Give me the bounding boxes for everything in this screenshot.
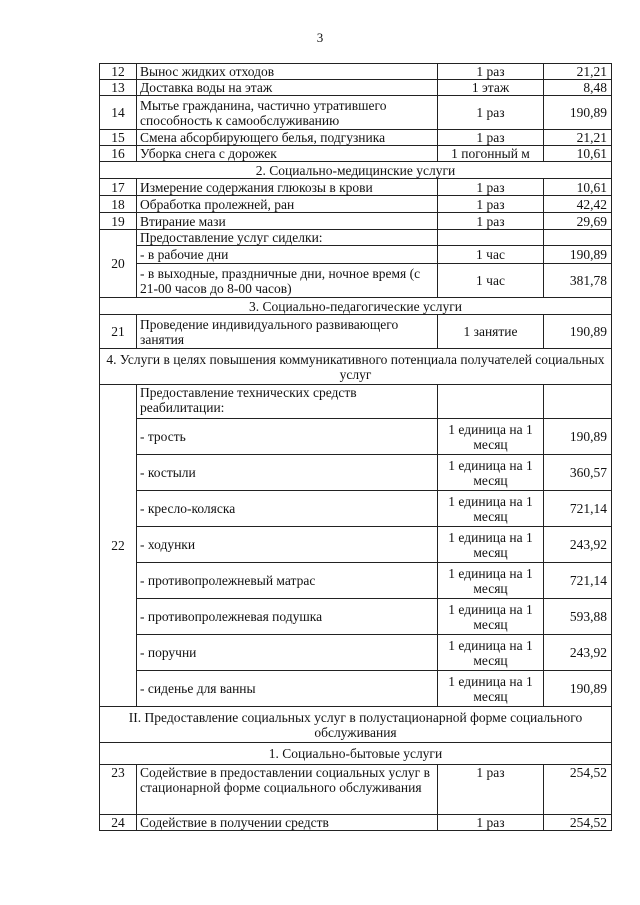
service-name: Втирание мази bbox=[137, 213, 438, 230]
service-subitem: - в рабочие дни bbox=[137, 246, 438, 264]
table-row bbox=[100, 527, 612, 563]
table-row bbox=[100, 96, 612, 130]
service-unit: 1 раз bbox=[438, 765, 544, 815]
service-name: Вынос жидких отходов bbox=[137, 64, 438, 80]
service-unit: 1 раз bbox=[438, 130, 544, 146]
service-unit: 1 единица на 1 месяц bbox=[438, 599, 544, 635]
service-subitem: - кресло-коляска bbox=[137, 491, 438, 527]
service-name: Измерение содержания глюкозы в крови bbox=[137, 179, 438, 196]
table-row bbox=[100, 179, 612, 196]
table-row bbox=[100, 315, 612, 349]
section-heading: 1. Социально-бытовые услуги bbox=[100, 743, 612, 765]
service-price: 10,61 bbox=[544, 146, 612, 162]
service-price bbox=[544, 230, 612, 246]
section-heading: 3. Социально-педагогические услуги bbox=[100, 298, 612, 315]
service-subitem: - противопролежневая подушка bbox=[137, 599, 438, 635]
service-price: 8,48 bbox=[544, 80, 612, 96]
service-price: 243,92 bbox=[544, 527, 612, 563]
row-number: 21 bbox=[100, 315, 137, 349]
service-price: 29,69 bbox=[544, 213, 612, 230]
row-number: 16 bbox=[100, 146, 137, 162]
service-price: 10,61 bbox=[544, 179, 612, 196]
table-row bbox=[100, 213, 612, 230]
row-number: 23 bbox=[100, 765, 137, 815]
table-row bbox=[100, 246, 612, 264]
service-unit: 1 раз bbox=[438, 815, 544, 831]
table-row bbox=[100, 419, 612, 455]
table-row bbox=[100, 671, 612, 707]
service-price: 190,89 bbox=[544, 671, 612, 707]
service-unit: 1 единица на 1 месяц bbox=[438, 491, 544, 527]
service-name: Обработка пролежней, ран bbox=[137, 196, 438, 213]
service-price: 190,89 bbox=[544, 246, 612, 264]
service-subitem: - поручни bbox=[137, 635, 438, 671]
service-price: 190,89 bbox=[544, 96, 612, 130]
service-name: Уборка снега с дорожек bbox=[137, 146, 438, 162]
service-price: 243,92 bbox=[544, 635, 612, 671]
service-unit: 1 единица на 1 месяц bbox=[438, 635, 544, 671]
service-unit: 1 единица на 1 месяц bbox=[438, 455, 544, 491]
service-subitem: - костыли bbox=[137, 455, 438, 491]
service-unit: 1 погонный м bbox=[438, 146, 544, 162]
service-unit bbox=[438, 385, 544, 419]
table-row bbox=[100, 64, 612, 80]
service-price: 593,88 bbox=[544, 599, 612, 635]
service-price: 254,52 bbox=[544, 765, 612, 815]
service-name: Предоставление услуг сиделки: bbox=[137, 230, 438, 246]
service-name: Доставка воды на этаж bbox=[137, 80, 438, 96]
service-subitem: - противопролежневый матрас bbox=[137, 563, 438, 599]
table-row bbox=[100, 765, 612, 815]
table-row bbox=[100, 230, 612, 246]
row-number: 20 bbox=[100, 230, 137, 298]
service-price: 190,89 bbox=[544, 315, 612, 349]
section-row bbox=[100, 743, 612, 765]
service-unit: 1 единица на 1 месяц bbox=[438, 671, 544, 707]
service-name: Проведение индивидуального развивающего занятия bbox=[137, 315, 438, 349]
row-number: 13 bbox=[100, 80, 137, 96]
service-price: 42,42 bbox=[544, 196, 612, 213]
service-unit bbox=[438, 230, 544, 246]
table-row bbox=[100, 635, 612, 671]
section-heading: 4. Услуги в целях повышения коммуникативного потенциала получателей социальных услуг bbox=[100, 349, 612, 385]
service-name: Предоставление технических средств реабилитации: bbox=[137, 385, 438, 419]
section-row bbox=[100, 298, 612, 315]
service-price: 21,21 bbox=[544, 64, 612, 80]
page-number: 3 bbox=[316, 30, 324, 45]
table-row bbox=[100, 196, 612, 213]
table-row bbox=[100, 815, 612, 831]
service-subitem: - ходунки bbox=[137, 527, 438, 563]
section-row bbox=[100, 349, 612, 385]
service-unit: 1 раз bbox=[438, 196, 544, 213]
section-heading: 2. Социально-медицинские услуги bbox=[100, 162, 612, 179]
service-name: Содействие в получении средств bbox=[137, 815, 438, 831]
section-heading: II. Предоставление социальных услуг в полустационарной форме социального обслуживания bbox=[100, 707, 612, 743]
services-price-table bbox=[99, 63, 612, 831]
row-number: 19 bbox=[100, 213, 137, 230]
table-row bbox=[100, 385, 612, 419]
service-subitem: - в выходные, праздничные дни, ночное время (с 21-00 часов до 8-00 часов) bbox=[137, 264, 438, 298]
service-subitem: - трость bbox=[137, 419, 438, 455]
section-row bbox=[100, 162, 612, 179]
table-row bbox=[100, 491, 612, 527]
service-unit: 1 час bbox=[438, 264, 544, 298]
service-unit: 1 раз bbox=[438, 179, 544, 196]
table-row bbox=[100, 455, 612, 491]
service-price: 21,21 bbox=[544, 130, 612, 146]
service-name: Мытье гражданина, частично утратившего способность к самообслуживанию bbox=[137, 96, 438, 130]
service-unit: 1 единица на 1 месяц bbox=[438, 419, 544, 455]
service-price: 190,89 bbox=[544, 419, 612, 455]
row-number: 12 bbox=[100, 64, 137, 80]
section-row bbox=[100, 707, 612, 743]
table-row bbox=[100, 563, 612, 599]
table-row bbox=[100, 264, 612, 298]
service-unit: 1 раз bbox=[438, 213, 544, 230]
row-number: 22 bbox=[100, 385, 137, 707]
service-unit: 1 единица на 1 месяц bbox=[438, 527, 544, 563]
service-name: Содействие в предоставлении социальных услуг в стационарной форме социального обслуживания bbox=[137, 765, 438, 815]
table-row bbox=[100, 130, 612, 146]
service-subitem: - сиденье для ванны bbox=[137, 671, 438, 707]
service-price: 721,14 bbox=[544, 491, 612, 527]
service-price: 360,57 bbox=[544, 455, 612, 491]
table-row bbox=[100, 146, 612, 162]
service-price: 254,52 bbox=[544, 815, 612, 831]
row-number: 17 bbox=[100, 179, 137, 196]
service-unit: 1 час bbox=[438, 246, 544, 264]
row-number: 15 bbox=[100, 130, 137, 146]
service-name: Смена абсорбирующего белья, подгузника bbox=[137, 130, 438, 146]
service-price: 721,14 bbox=[544, 563, 612, 599]
table-row bbox=[100, 599, 612, 635]
row-number: 24 bbox=[100, 815, 137, 831]
service-price bbox=[544, 385, 612, 419]
row-number: 18 bbox=[100, 196, 137, 213]
service-unit: 1 занятие bbox=[438, 315, 544, 349]
table-row bbox=[100, 80, 612, 96]
service-price: 381,78 bbox=[544, 264, 612, 298]
service-unit: 1 раз bbox=[438, 64, 544, 80]
service-unit: 1 этаж bbox=[438, 80, 544, 96]
row-number: 14 bbox=[100, 96, 137, 130]
service-unit: 1 единица на 1 месяц bbox=[438, 563, 544, 599]
service-unit: 1 раз bbox=[438, 96, 544, 130]
